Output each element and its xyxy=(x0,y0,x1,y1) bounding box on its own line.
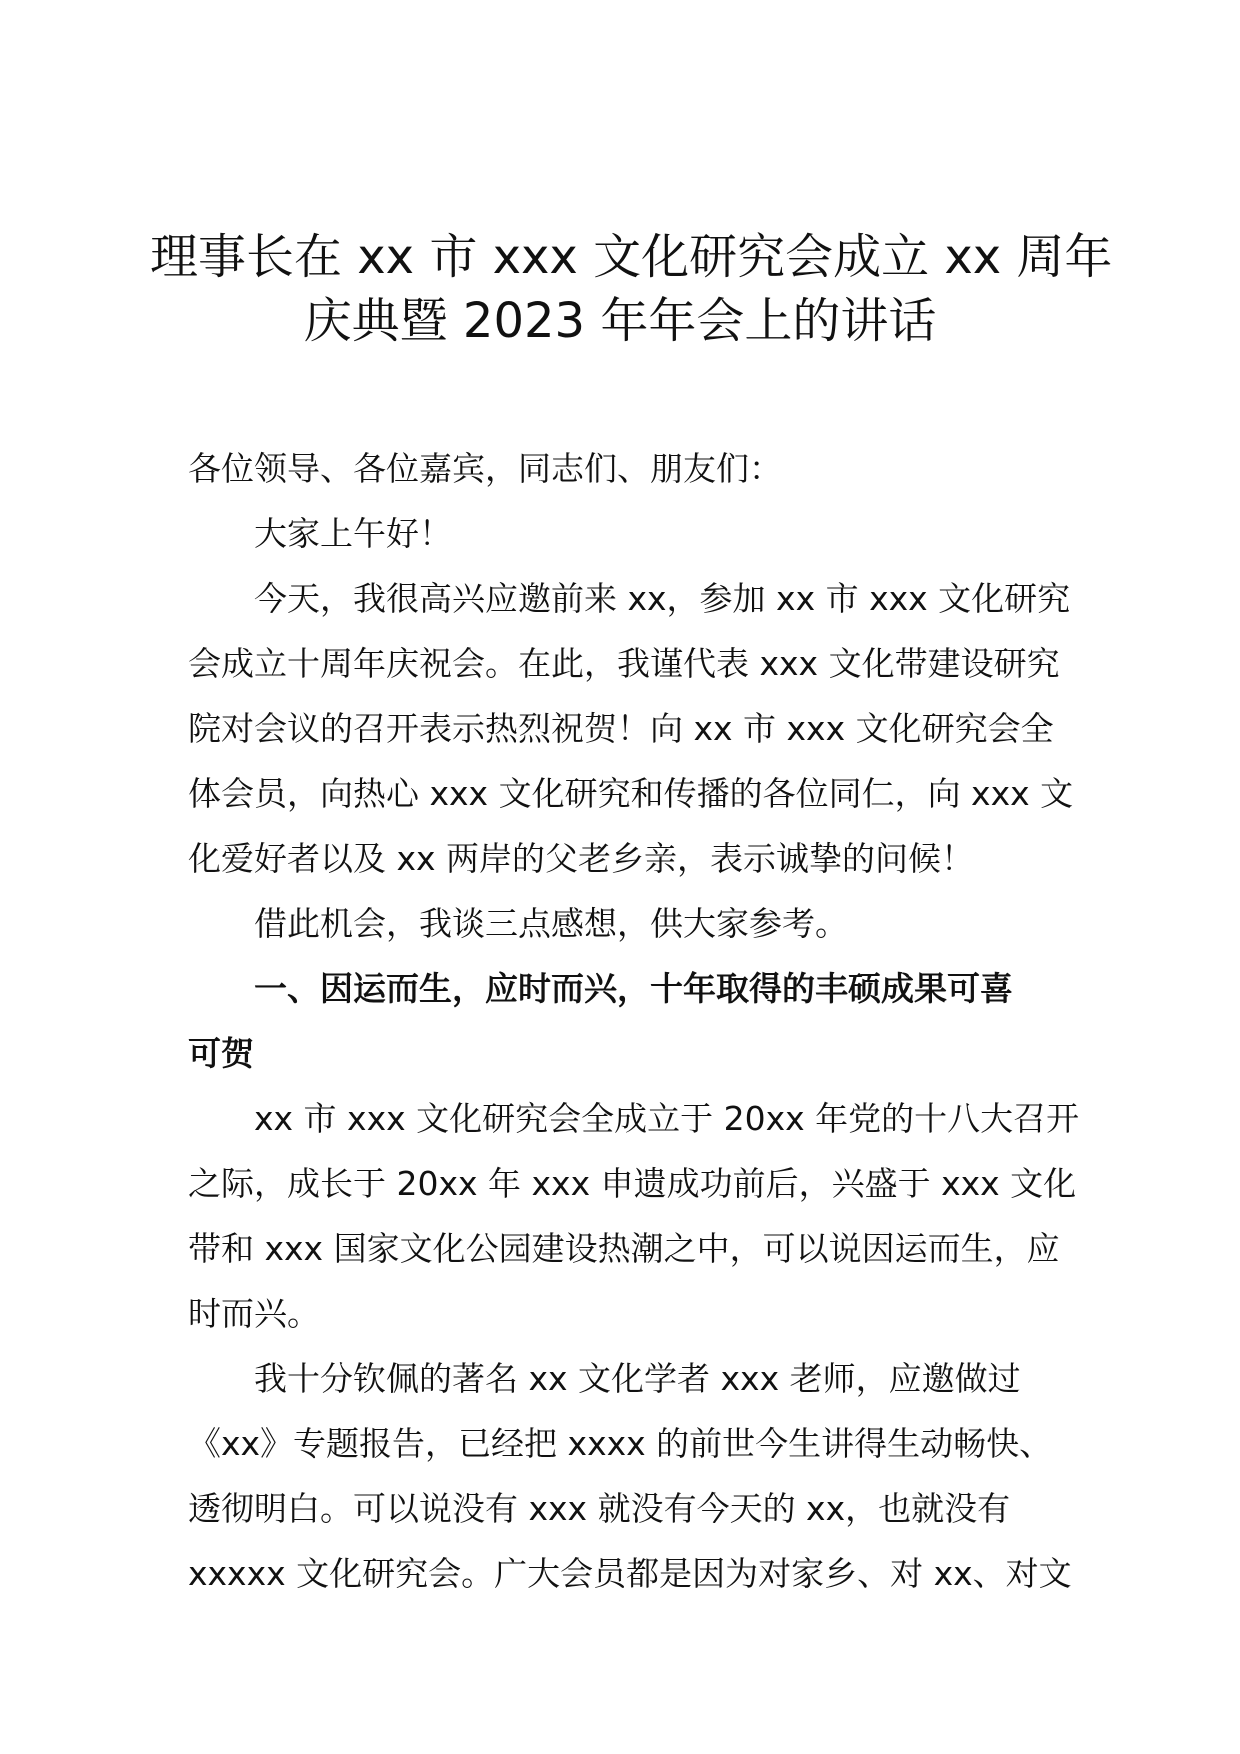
section-heading: 可贺 xyxy=(188,1034,254,1073)
salutation: 各位领导、各位嘉宾，同志们、朋友们： xyxy=(188,449,782,488)
title-line-1: 理事长在 xx 市 xxx 文化研究会成立 xx 周年 xyxy=(150,229,1113,285)
paragraph-line: 之际，成长于 20xx 年 xxx 申遗成功前后，兴盛于 xxx 文化 xyxy=(188,1164,1077,1203)
section-heading: 一、因运而生，应时而兴，十年取得的丰硕成果可喜 xyxy=(254,969,1013,1008)
paragraph-line: xxxxx 文化研究会。广大会员都是因为对家乡、对 xx、对文 xyxy=(188,1554,1072,1593)
paragraph-line: 时而兴。 xyxy=(188,1294,320,1333)
paragraph-line: 会成立十周年庆祝会。在此，我谨代表 xxx 文化带建设研究 xyxy=(188,644,1060,683)
document-body xyxy=(188,436,1080,1606)
paragraph-line: 体会员，向热心 xxx 文化研究和传播的各位同仁，向 xxx 文 xyxy=(188,774,1074,813)
paragraph-line: xx 市 xxx 文化研究会全成立于 20xx 年党的十八大召开 xyxy=(254,1099,1080,1138)
document-title xyxy=(150,225,1113,353)
paragraph-line: 透彻明白。可以说没有 xxx 就没有今天的 xx，也就没有 xyxy=(188,1489,1011,1528)
paragraph-line: 院对会议的召开表示热烈祝贺！向 xx 市 xxx 文化研究会全 xyxy=(188,709,1054,748)
greeting: 大家上午好！ xyxy=(254,514,452,553)
title-line-2: 庆典暨 2023 年年会上的讲话 xyxy=(303,293,937,349)
paragraph-line: 带和 xxx 国家文化公园建设热潮之中，可以说因运而生，应 xyxy=(188,1229,1060,1268)
paragraph-line: 今天，我很高兴应邀前来 xx，参加 xx 市 xxx 文化研究 xyxy=(254,579,1071,618)
paragraph-line: 《xx》专题报告，已经把 xxxx 的前世今生讲得生动畅快、 xyxy=(188,1424,1053,1463)
paragraph-line: 我十分钦佩的著名 xx 文化学者 xxx 老师，应邀做过 xyxy=(254,1359,1021,1398)
paragraph-line: 借此机会，我谈三点感想，供大家参考。 xyxy=(254,904,848,943)
paragraph-line: 化爱好者以及 xx 两岸的父老乡亲，表示诚挚的问候！ xyxy=(188,839,975,878)
